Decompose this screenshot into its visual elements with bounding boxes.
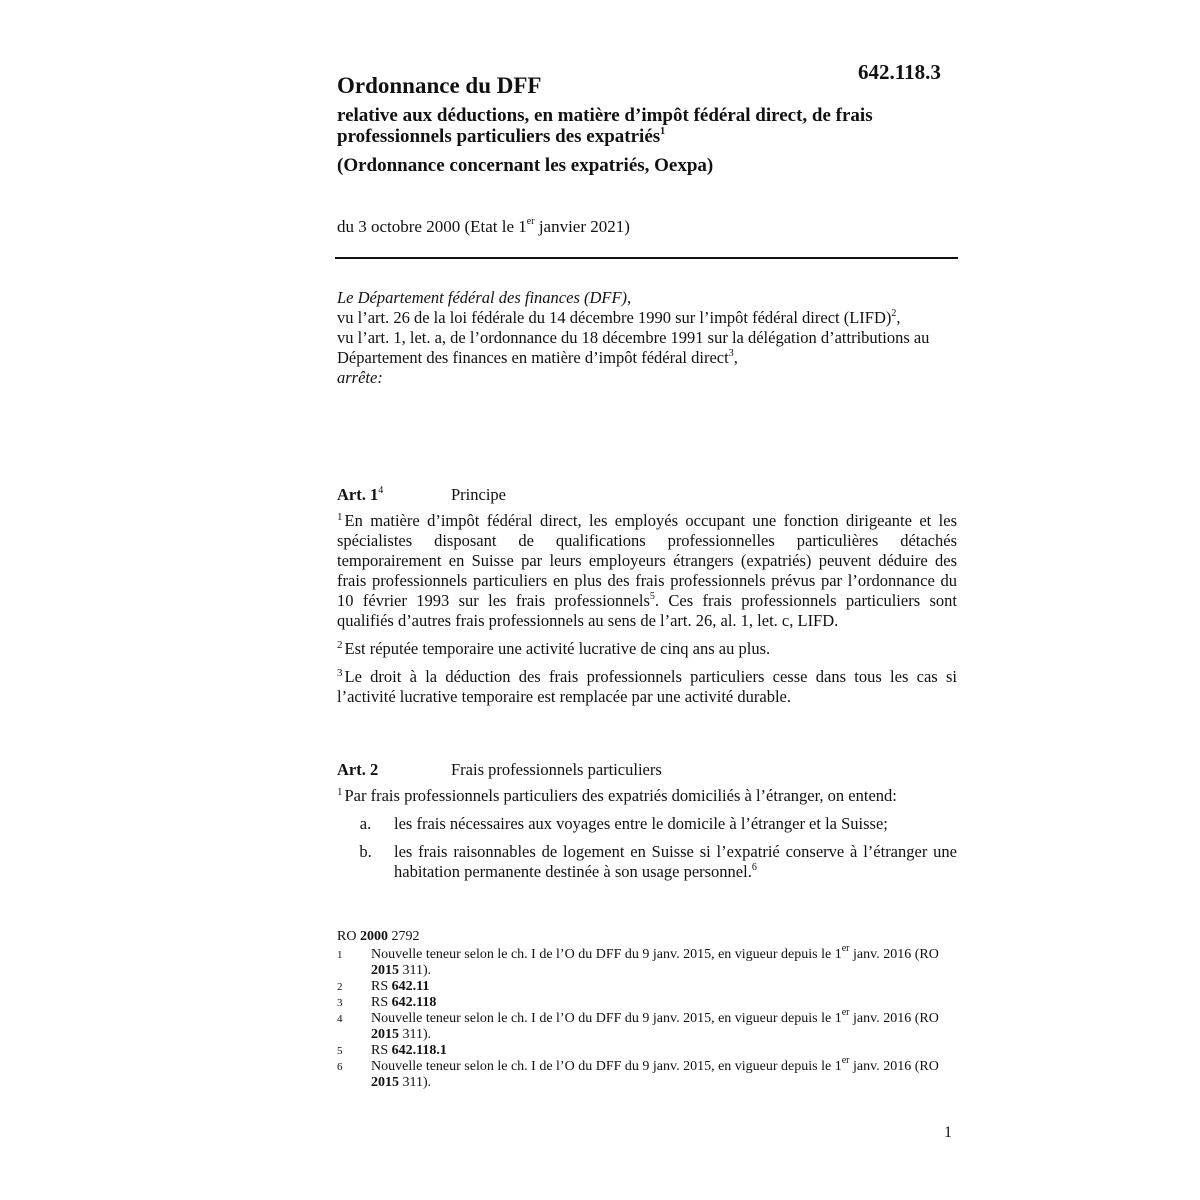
- subtitle-text: relative aux déductions, en matière d’impôt fédéral direct, de frais professionnels particuliers des expatriés: [337, 105, 873, 147]
- preamble-authority: Le Département fédéral des finances (DFF),: [337, 288, 632, 307]
- document-subtitle: [337, 105, 957, 147]
- article-2-number: Art. 2: [337, 760, 379, 779]
- list-item-label: b.: [359, 842, 372, 861]
- article-1-paragraph-1: [337, 511, 957, 631]
- footnote-sr-ref[interactable]: 642.118: [391, 995, 437, 1010]
- footnote-year: 2015: [371, 1075, 399, 1090]
- list-item-b: [337, 842, 957, 882]
- paragraph-text: Le droit à la déduction des frais professionnels particuliers cesse dans tous les cas si l’activité lucrative temporaire est remplacée par une activité durable.: [337, 667, 957, 706]
- article-1-title: Principe: [451, 485, 506, 504]
- legal-basis-1-text: vu l’art. 26 de la loi fédérale du 14 décembre 1990 sur l’impôt fédéral direct (LIFD): [337, 308, 892, 327]
- footnote-text: [371, 1043, 957, 1059]
- ro-year: 2000: [359, 929, 388, 944]
- document-number: 642.118.3: [858, 60, 941, 84]
- paragraph-number: 1: [337, 785, 343, 798]
- footnote-3: [337, 995, 957, 1011]
- article-number-text: Art. 1: [337, 485, 379, 504]
- footnote-ref[interactable]: 2: [891, 307, 897, 319]
- paragraph-text: Par frais professionnels particuliers des expatriés domiciliés à l’étranger, on entend:: [344, 786, 897, 805]
- preamble-decision: arrête:: [337, 368, 383, 387]
- list-item-text: les frais nécessaires aux voyages entre le domicile à l’étranger et la Suisse;: [394, 814, 888, 833]
- footnote-text-a: Nouvelle teneur selon le ch. I de l’O du DFF du 9 janv. 2015, en vigueur depuis le 1: [371, 1011, 842, 1026]
- date-text-part2: janvier 2021): [534, 217, 630, 236]
- article-2: [337, 760, 957, 890]
- list-item-text-wrapper: [394, 842, 957, 882]
- footnote-prefix: RS: [371, 995, 392, 1010]
- article-2-paragraph-1: [337, 786, 957, 806]
- paragraph-number: 2: [337, 638, 343, 651]
- article-1-paragraph-2: [337, 639, 957, 659]
- footnote-ref[interactable]: 5: [649, 590, 655, 602]
- footnote-4: [337, 1007, 957, 1043]
- article-2-heading: [337, 760, 957, 780]
- footnote-number: 1: [337, 949, 343, 961]
- footnote-ref[interactable]: 6: [751, 861, 757, 873]
- legal-basis-2-text: vu l’art. 1, let. a, de l’ordonnance du 18 décembre 1991 sur la délégation d’attributions au Département des finances en matière d’impôt fédéral direct: [337, 328, 930, 367]
- footnote-prefix: RS: [371, 1043, 392, 1058]
- footnote-number: 6: [337, 1061, 343, 1073]
- footnote-number: 2: [337, 981, 343, 993]
- legal-basis-1-end: ,: [896, 308, 901, 327]
- footnote-ref[interactable]: 1: [660, 125, 666, 137]
- list-item-text: les frais raisonnables de logement en Suisse si l’expatrié conserve à l’étranger une habitation permanente destinée à son usage personnel.: [394, 842, 957, 881]
- header-divider: [335, 257, 958, 259]
- footnote-number: 4: [337, 1013, 343, 1025]
- footnote-text-a: Nouvelle teneur selon le ch. I de l’O du DFF du 9 janv. 2015, en vigueur depuis le 1: [371, 1059, 842, 1074]
- footnote-sr-ref[interactable]: 642.11: [391, 979, 430, 994]
- footnote-ref[interactable]: 4: [378, 484, 384, 496]
- document-date: [337, 217, 630, 237]
- ro-page: 2792: [387, 929, 420, 944]
- footnote-text-c: 311).: [399, 1027, 432, 1042]
- paragraph-text: En matière d’impôt fédéral direct, les employés occupant une fonction dirigeante et les spécialistes disposant de qualifications professionnelles particulières détachés temporairement en Suisse par leurs employeurs étrangers (expatriés) peuvent déduire des frais professionnels particuliers en plus des frais professionnels prévus par l’ordonnance du 10 février 1993 sur les frais professionnels: [337, 511, 957, 610]
- ro-reference: [337, 929, 957, 945]
- footnote-superscript: er: [841, 1055, 850, 1067]
- footnote-year: 2015: [371, 963, 399, 978]
- footnote-text-b: janv. 2016 (RO: [849, 1011, 939, 1026]
- footnote-number: 5: [337, 1045, 343, 1057]
- legal-basis-2-end: ,: [733, 348, 738, 367]
- footnote-text: [371, 1007, 957, 1043]
- article-1-heading: [337, 485, 957, 505]
- article-2-title: Frais professionnels particuliers: [451, 760, 662, 779]
- page-number: 1: [944, 1124, 952, 1141]
- footnote-ref[interactable]: 3: [728, 347, 734, 359]
- footnote-text-b: janv. 2016 (RO: [849, 947, 939, 962]
- footnote-2: [337, 979, 957, 995]
- date-text-part1: du 3 octobre 2000 (Etat le 1: [337, 217, 527, 236]
- footnote-5: [337, 1043, 957, 1059]
- paragraph-text: Est réputée temporaire une activité lucrative de cinq ans au plus.: [344, 639, 771, 658]
- footnote-text: [371, 1055, 957, 1091]
- footnote-superscript: er: [841, 943, 850, 955]
- article-1-paragraph-3: [337, 667, 957, 707]
- date-superscript: er: [526, 216, 535, 228]
- footnotes: [337, 929, 957, 1091]
- footnote-year: 2015: [371, 1027, 399, 1042]
- paragraph-text-end: . Ces frais professionnels particuliers sont qualifiés d’autres frais professionnels au sens de l’art. 26, al. 1, let. c, LIFD.: [337, 591, 957, 630]
- article-1: [337, 485, 957, 715]
- ro-prefix: RO: [337, 929, 360, 944]
- article-1-number: [337, 485, 451, 505]
- document-short-title: (Ordonnance concernant les expatriés, Oexpa): [337, 155, 714, 176]
- paragraph-number: 3: [337, 666, 343, 679]
- list-item-label: a.: [359, 814, 372, 833]
- footnote-sr-ref[interactable]: 642.118.1: [391, 1043, 447, 1058]
- footnote-1: [337, 943, 957, 979]
- footnote-text: [371, 995, 957, 1011]
- footnote-text-a: Nouvelle teneur selon le ch. I de l’O du DFF du 9 janv. 2015, en vigueur depuis le 1: [371, 947, 842, 962]
- preamble-legal-basis-1: [337, 308, 957, 328]
- footnote-superscript: er: [841, 1007, 850, 1019]
- preamble-legal-basis-2: [337, 328, 957, 368]
- footnote-text-b: janv. 2016 (RO: [849, 1059, 939, 1074]
- paragraph-number: 1: [337, 510, 343, 523]
- footnote-number: 3: [337, 997, 343, 1009]
- list-item-a: [337, 814, 957, 834]
- footnote-text: [371, 943, 957, 979]
- footnote-prefix: RS: [371, 979, 392, 994]
- footnote-text-c: 311).: [399, 963, 432, 978]
- footnote-text-c: 311).: [399, 1075, 432, 1090]
- document-title: Ordonnance du DFF: [337, 73, 542, 98]
- footnote-6: [337, 1055, 957, 1091]
- preamble: [337, 288, 957, 388]
- footnote-text: [371, 979, 957, 995]
